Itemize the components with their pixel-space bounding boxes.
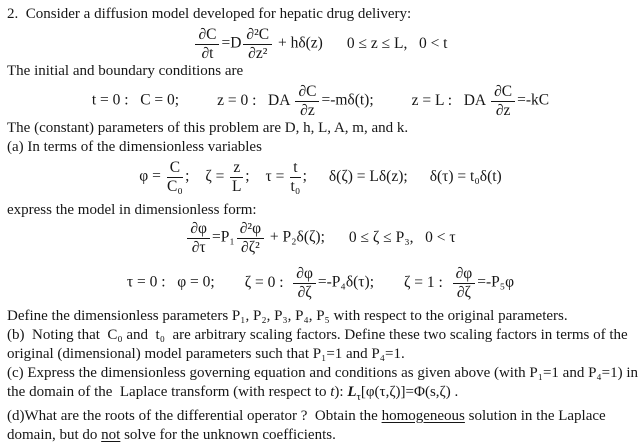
time-variable: t: [330, 384, 335, 400]
tau-fraction: [290, 159, 300, 195]
dimensionless-bc-left-rhs: =-P₄δ(τ);: [317, 273, 374, 291]
d2c-dz2-numerator: ∂²C: [243, 26, 272, 45]
part-d2-text-start: domain, but do: [7, 427, 102, 443]
part-d2-text-end: solve for the unknown coefficients.: [120, 427, 336, 443]
equals-diffusivity: =D: [221, 34, 242, 52]
dimensionless-governing-equation: [7, 220, 634, 256]
part-c-line1: (c) Express the dimensionless governing equation and conditions as given above (with P₁=1 and P₄=1) in: [7, 365, 638, 381]
dimensionless-bc-right-denominator: ∂ζ: [456, 284, 471, 301]
dimensionless-bc-left-prefix: ζ = 0 :: [244, 273, 292, 291]
laplace-operator-subscript: τ: [356, 391, 361, 403]
define-parameters-line: Define the dimensionless parameters P₁, P₂, P₃, P₄, P₅ with respect to the original parameters.: [7, 308, 568, 324]
part-d-line2: [7, 426, 634, 445]
dphi-dtau-numerator: ∂φ: [187, 220, 210, 239]
laplace-intro-text: the domain of the Laplace transform (with respect to: [7, 384, 331, 400]
tau-numerator: t: [290, 159, 300, 178]
separator: ;: [185, 167, 190, 185]
dimensionless-bc-right-prefix: ζ = 1 :: [404, 273, 451, 291]
dimensionless-bc-right-numerator: ∂φ: [453, 265, 476, 284]
dimensionless-bc-left-fraction: [293, 265, 316, 301]
parameters-line: The (constant) parameters of this problem are D, h, L, A, m, and k.: [7, 120, 409, 136]
dimensionless-bc-right-fraction: [453, 265, 476, 301]
dimensionless-boundary-conditions-equation: [7, 265, 634, 301]
tau-denominator: t₀: [290, 178, 301, 195]
ibc-intro: The initial and boundary conditions are: [7, 63, 244, 79]
phi-denominator: C₀: [167, 178, 183, 195]
laplace-mid-text: ):: [334, 384, 348, 400]
source-term: + hδ(z): [274, 34, 323, 52]
part-c-line2: [7, 383, 634, 407]
separator: ;: [245, 167, 250, 185]
part-d-line1: [7, 407, 634, 426]
dimensionless-variables-equation: [7, 159, 634, 195]
dimensionless-bc-left-numerator: ∂φ: [293, 265, 316, 284]
initial-boundary-conditions-equation: [7, 83, 634, 119]
bc-left-denominator: ∂z: [300, 102, 315, 119]
part-a-intro: (a) In terms of the dimensionless variables: [7, 139, 262, 155]
dphi-dtau-denominator: ∂τ: [191, 239, 206, 256]
d2phi-dzeta2-denominator: ∂ζ²: [241, 239, 260, 256]
separator: ;: [302, 167, 307, 185]
laplace-transform-expression: [φ(τ,ζ)]=Φ(s,ζ) .: [360, 384, 459, 400]
part-b-line1: (b) Noting that C₀ and t₀ are arbitrary scaling factors. Define these two scaling factors in terms of the: [7, 327, 628, 343]
bc-right-prefix: z = L : DA: [411, 91, 490, 109]
governing-equation: [7, 26, 634, 62]
part-d-text-end: solution in the Laplace: [464, 408, 606, 424]
bc-left-numerator: ∂C: [295, 83, 319, 102]
phi-numerator: C: [167, 159, 183, 178]
dimensionless-domain-condition: 0 ≤ ζ ≤ P₃, 0 < τ: [348, 228, 456, 246]
dc-dt-numerator: ∂C: [195, 26, 219, 45]
dimensionless-bc-right-rhs: =-P₅φ: [477, 273, 515, 291]
d2phi-dzeta2-fraction: [237, 220, 264, 256]
dimensionless-bc-left-denominator: ∂ζ: [297, 284, 312, 301]
laplace-operator-symbol: L: [347, 384, 357, 400]
bc-left-prefix: z = 0 : DA: [217, 91, 294, 109]
dphi-dtau-fraction: [187, 220, 210, 256]
phi-definition-lhs: φ =: [139, 167, 165, 185]
zeta-numerator: z: [230, 159, 243, 178]
dc-dt-fraction: [195, 26, 219, 62]
bc-right-rhs: =-kC: [517, 91, 550, 109]
dimensionless-source-term: + P₂δ(ζ);: [266, 228, 325, 246]
homogeneous-underlined: homogeneous: [381, 408, 465, 424]
d2phi-dzeta2-numerator: ∂²φ: [237, 220, 264, 239]
delta-tau-definition: δ(τ) = t₀δ(t): [429, 167, 502, 185]
d2c-dz2-fraction: [243, 26, 272, 62]
part-d-text-start: (d)What are the roots of the differential operator ? Obtain the: [7, 408, 382, 424]
bc-right-fraction: [491, 83, 515, 119]
bc-right-numerator: ∂C: [491, 83, 515, 102]
problem-statement: 2. Consider a diffusion model developed for hepatic drug delivery:: [7, 6, 412, 22]
bc-left-fraction: [295, 83, 319, 119]
equals-p1: =P₁: [212, 228, 235, 246]
zeta-fraction: [230, 159, 243, 195]
part-b-line2: original (dimensional) model parameters such that P₁=1 and P₄=1.: [7, 346, 405, 362]
domain-condition: 0 ≤ z ≤ L, 0 < t: [346, 34, 448, 52]
not-underlined: not: [101, 427, 121, 443]
dc-dt-denominator: ∂t: [201, 45, 214, 62]
d2c-dz2-denominator: ∂z²: [248, 45, 268, 62]
zeta-denominator: L: [232, 178, 242, 195]
bc-right-denominator: ∂z: [495, 102, 511, 119]
initial-condition: t = 0 : C = 0;: [91, 91, 180, 109]
phi-fraction: [167, 159, 183, 195]
bc-left-rhs: =-mδ(t);: [321, 91, 374, 109]
dimensionless-initial-condition: τ = 0 : φ = 0;: [126, 273, 215, 291]
delta-zeta-definition: δ(ζ) = Lδ(z);: [328, 167, 408, 185]
tau-definition-lhs: τ =: [265, 167, 289, 185]
zeta-definition-lhs: ζ =: [205, 167, 229, 185]
express-intro: express the model in dimensionless form:: [7, 202, 257, 218]
